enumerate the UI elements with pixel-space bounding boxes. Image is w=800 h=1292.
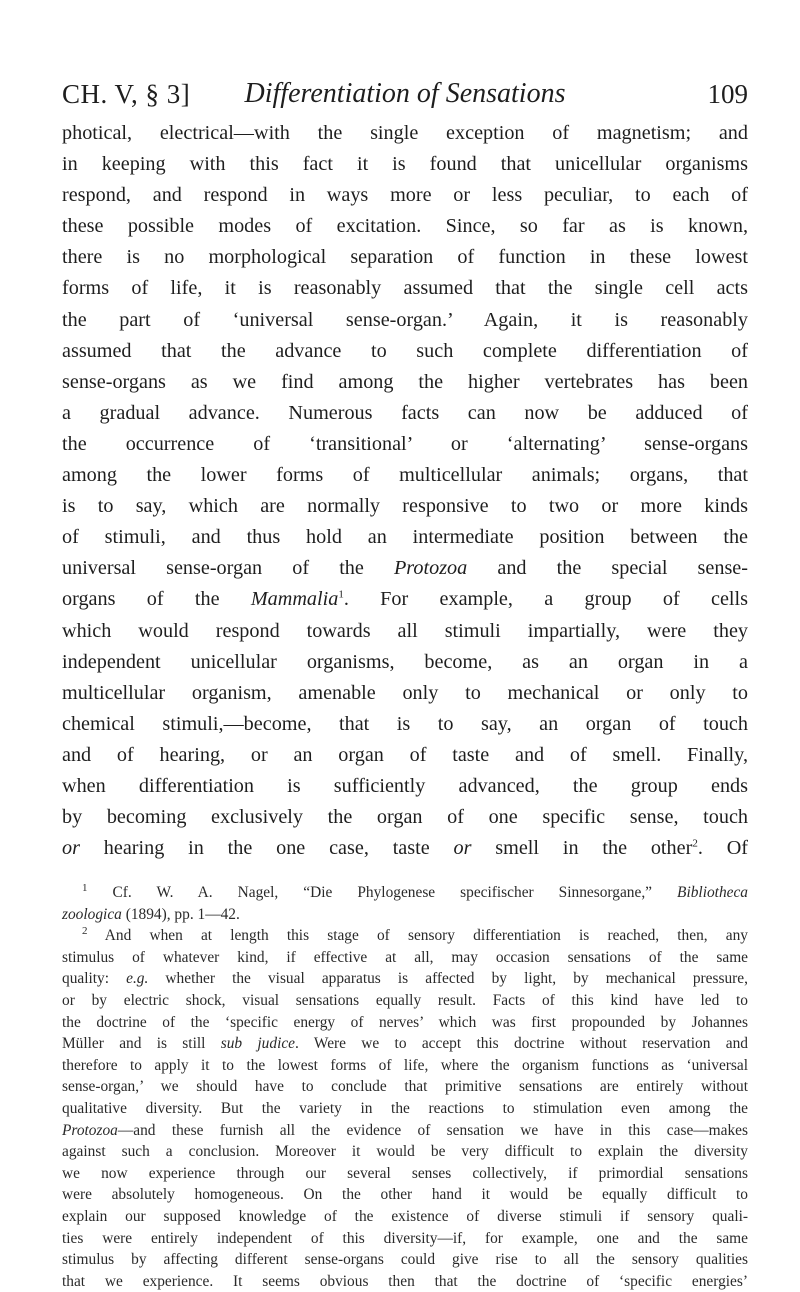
footnote-line: ties were entirely independent of this diversity—if, for example, one and the same <box>62 1229 748 1247</box>
text-line: independent unicellular organisms, become, as an organ in a <box>62 650 748 673</box>
italic-term: Mammalia <box>250 588 339 611</box>
italic-term: Bibliotheca <box>677 884 748 901</box>
text-fragment: whether the visual apparatus is affected by light, by mechanical pressure, <box>148 970 748 988</box>
footnote-number: 2 <box>82 925 88 938</box>
footnote-line: against such a conclusion. Moreover it would be very difficult to explain the diversity <box>62 1143 748 1161</box>
text-fragment: . Were we to accept this doctrine without reservation and <box>295 1035 748 1053</box>
text-line: is to say, which are normally responsive to two or more kinds <box>62 495 748 518</box>
text-line: photical, electrical—with the single exception of magnetism; and <box>62 122 748 144</box>
text-line <box>62 553 748 584</box>
text-line <box>62 833 748 864</box>
text-fragment: universal sense-organ of the <box>62 557 394 580</box>
footnote-ref[interactable]: 2 <box>692 837 698 850</box>
text-fragment: . For example, a group of cells <box>343 588 749 611</box>
footnote-2 <box>62 925 748 947</box>
footnote-line: stimulus of whatever kind, if effective at all, may occasion sensations of the same <box>62 948 748 966</box>
text-fragment: Cf. W. A. Nagel, “Die Phylogenese specifischer Sinnesorgane,” <box>87 884 678 901</box>
footnote-line <box>62 1033 748 1055</box>
footnote-line: stimulus by affecting different sense-organs could give rise to all the sensory qualities <box>62 1251 748 1269</box>
italic-term: sub judice <box>220 1035 296 1053</box>
text-line: a gradual advance. Numerous facts can now be adduced of <box>62 401 748 424</box>
text-fragment: Müller and is still <box>62 1035 221 1053</box>
footnote-number: 1 <box>82 881 88 894</box>
text-fragment: and the special sense- <box>467 557 748 580</box>
footnote-1 <box>62 882 748 904</box>
italic-term: or <box>453 837 472 860</box>
italic-term: or <box>62 837 80 860</box>
text-line: multicellular organism, amenable only to mechanical or only to <box>62 681 748 704</box>
page-number: 109 <box>707 79 748 109</box>
text-line: among the lower forms of multicellular animals; organs, that <box>62 464 748 487</box>
footnote-line: therefore to apply it to the lowest forms of life, where the organism functions as ‘universal <box>62 1056 748 1074</box>
text-line: assumed that the advance to such complete differentiation of <box>62 339 748 362</box>
text-line <box>62 584 748 615</box>
text-line: there is no morphological separation of function in these lowest <box>62 246 748 269</box>
text-line: respond, and respond in ways more or less peculiar, to each of <box>62 184 748 207</box>
main-text <box>62 118 748 864</box>
text-line: of stimuli, and thus hold an intermediate position between the <box>62 526 748 549</box>
footnote-line: that we experience. It seems obvious then that the doctrine of ‘specific energies’ <box>62 1272 748 1290</box>
italic-term: Protozoa <box>62 1121 118 1139</box>
footnote-line <box>62 968 748 990</box>
italic-term: Protozoa <box>393 557 468 580</box>
footnote-line: were absolutely homogeneous. On the other hand it would be equally difficult to <box>62 1186 748 1204</box>
running-header <box>62 72 748 116</box>
text-fragment: And when at length this stage of sensory differentiation is reached, then, any <box>87 927 748 945</box>
footnote-line: we now experience through our several senses collectively, if primordial sensations <box>62 1164 748 1182</box>
footnote-line: explain our supposed knowledge of the existence of diverse stimuli if sensory quali- <box>62 1207 748 1225</box>
text-fragment: hearing in the one case, taste <box>79 837 454 860</box>
text-line: when differentiation is sufficiently advanced, the group ends <box>62 774 748 797</box>
text-line: in keeping with this fact it is found that unicellular organisms <box>62 153 748 176</box>
text-line: chemical stimuli,—become, that is to say, an organ of touch <box>62 712 748 735</box>
footnote-line <box>62 904 748 926</box>
text-fragment: (1894), pp. 1—42. <box>121 905 240 923</box>
chapter-reference: CH. V, § 3] <box>62 79 191 109</box>
text-line: and of hearing, or an organ of taste and of smell. Finally, <box>62 743 748 766</box>
text-fragment: organs of the <box>62 588 251 611</box>
footnote-line: sense-organ,’ we should have to conclude that primitive sensations are entirely without <box>62 1078 748 1096</box>
text-fragment: smell in the other <box>471 837 693 860</box>
text-line: sense-organs as we find among the higher vertebrates has been <box>62 370 748 393</box>
italic-term: e.g. <box>126 970 149 988</box>
footnote-line: qualitative diversity. But the variety in the reactions to stimulation even among the <box>62 1099 748 1117</box>
footnotes <box>62 882 748 1292</box>
text-line: by becoming exclusively the organ of one specific sense, touch <box>62 806 748 829</box>
text-line: these possible modes of excitation. Since, so far as is known, <box>62 215 748 238</box>
footnote-line: the doctrine of the ‘specific energy of nerves’ which was first propounded by Johannes <box>62 1013 748 1031</box>
running-title: Differentiation of Sensations <box>244 78 566 109</box>
footnote-ref[interactable]: 1 <box>338 588 344 601</box>
text-fragment: quality: <box>62 970 127 988</box>
text-line: which would respond towards all stimuli impartially, were they <box>62 619 748 642</box>
text-line: the part of ‘universal sense-organ.’ Again, it is reasonably <box>62 308 748 331</box>
text-fragment: —and these furnish all the evidence of sensation we have in this case—makes <box>117 1121 748 1139</box>
footnote-line: or by electric shock, visual sensations equally result. Facts of this kind have led to <box>62 991 748 1009</box>
text-fragment: . Of <box>697 837 748 860</box>
text-line: forms of life, it is reasonably assumed that the single cell acts <box>62 277 748 300</box>
italic-term: zoologica <box>62 905 122 923</box>
text-line: the occurrence of ‘transitional’ or ‘alternating’ sense-organs <box>62 432 748 455</box>
footnote-line <box>62 1120 748 1142</box>
